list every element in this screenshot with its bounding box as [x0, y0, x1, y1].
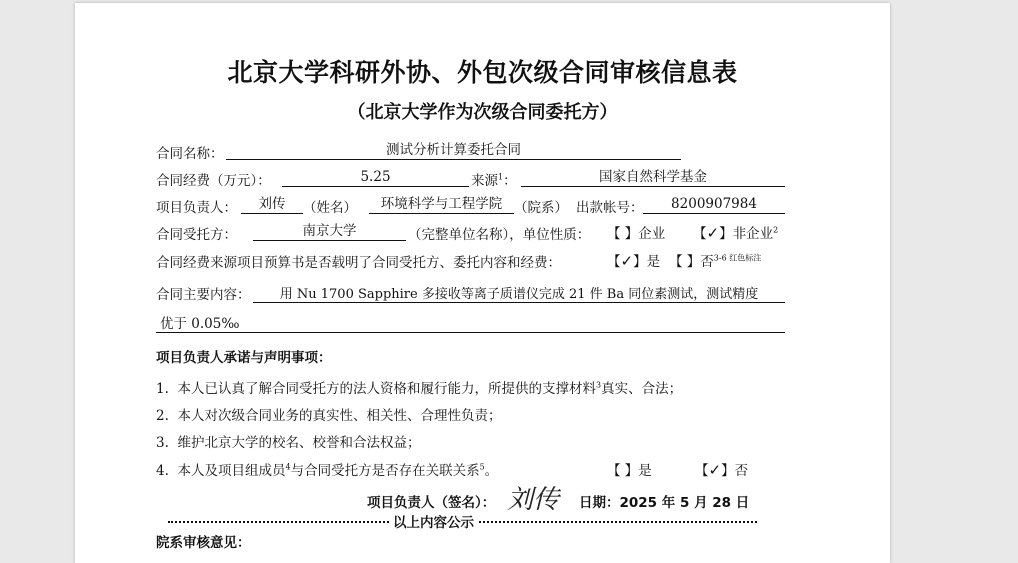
signature-date: 日期：2025 年 5 月 28 日: [579, 495, 750, 511]
check-mark-icon: ✓: [708, 461, 722, 479]
budget-no-checkbox[interactable]: 【 】否$^{3-6 红色标注}$: [669, 253, 762, 270]
commitment-item-1: 1. 本人已认真了解合同受托方的法人资格和履行能力，所提供的支撑材料$^3$真实、合法；: [156, 380, 683, 397]
commitment-item-3: 3. 维护北京大学的校名、校誉和合法权益；: [156, 435, 421, 451]
document-title: 北京大学科研外协、外包次级合同审核信息表: [227, 58, 738, 87]
handwritten-signature: 刘传: [507, 485, 560, 515]
budget-question: 合同经费来源项目预算书是否载明了合同受托方、委托内容和经费：: [156, 255, 561, 271]
related-yes-checkbox[interactable]: 【 】是: [607, 463, 652, 479]
related-no-checkbox[interactable]: 【✓】否: [695, 461, 749, 479]
content-label: 合同主要内容：: [156, 287, 251, 303]
contractee-suffix: （完整单位名称），单位性质：: [408, 227, 591, 243]
dept-review-label: 院系审核意见：: [156, 535, 251, 551]
enterprise-checkbox[interactable]: 【 】企业: [607, 226, 666, 242]
document-page: [75, 3, 890, 563]
public-notice: 以上内容公示: [389, 511, 478, 531]
check-mark-icon: ✓: [706, 224, 720, 242]
funding-amount: 5.25: [282, 169, 469, 187]
pi-dept-suffix: （院系）: [514, 200, 568, 216]
content-line-2: 优于 0.05‰: [156, 312, 785, 333]
pi-dept: 环境科学与工程学院: [369, 196, 514, 214]
funding-label: 合同经费（万元）：: [156, 173, 271, 189]
contract-name-label: 合同名称：: [156, 146, 224, 162]
check-mark-icon: ✓: [620, 252, 634, 270]
signature-label: 项目负责人（签名）：: [367, 495, 496, 511]
funding-source-label: 来源$^1$：: [471, 172, 517, 189]
document-subtitle: （北京大学作为次级合同委托方）: [347, 102, 618, 123]
content-line-1: 用 Nu 1700 Sapphire 多接收等离子质谱仪完成 21 件 Ba 同位素测试，测试精度: [253, 283, 785, 303]
account-number: 8200907984: [643, 196, 785, 214]
non-enterprise-checkbox[interactable]: 【✓】非企业$^2$: [693, 224, 779, 242]
pi-label: 项目负责人：: [156, 200, 237, 216]
commitment-item-2: 2. 本人对次级合同业务的真实性、相关性、合理性负责；: [156, 408, 502, 424]
commitment-item-4: 4. 本人及项目组成员$^4$与合同受托方是否存在关联关系$^5$。: [156, 462, 499, 479]
commitments-heading: 项目负责人承诺与声明事项：: [156, 350, 332, 366]
account-label: 出款帐号：: [576, 200, 644, 216]
contractee-label: 合同受托方：: [156, 227, 237, 243]
pi-name-suffix: （姓名）: [303, 200, 357, 216]
contractee-value: 南京大学: [253, 223, 406, 241]
funding-source-value: 国家自然科学基金: [521, 169, 785, 187]
pi-name: 刘传: [241, 196, 303, 214]
contract-name-value: 测试分析计算委托合同: [226, 142, 681, 160]
budget-yes-checkbox[interactable]: 【✓】是: [607, 252, 661, 270]
